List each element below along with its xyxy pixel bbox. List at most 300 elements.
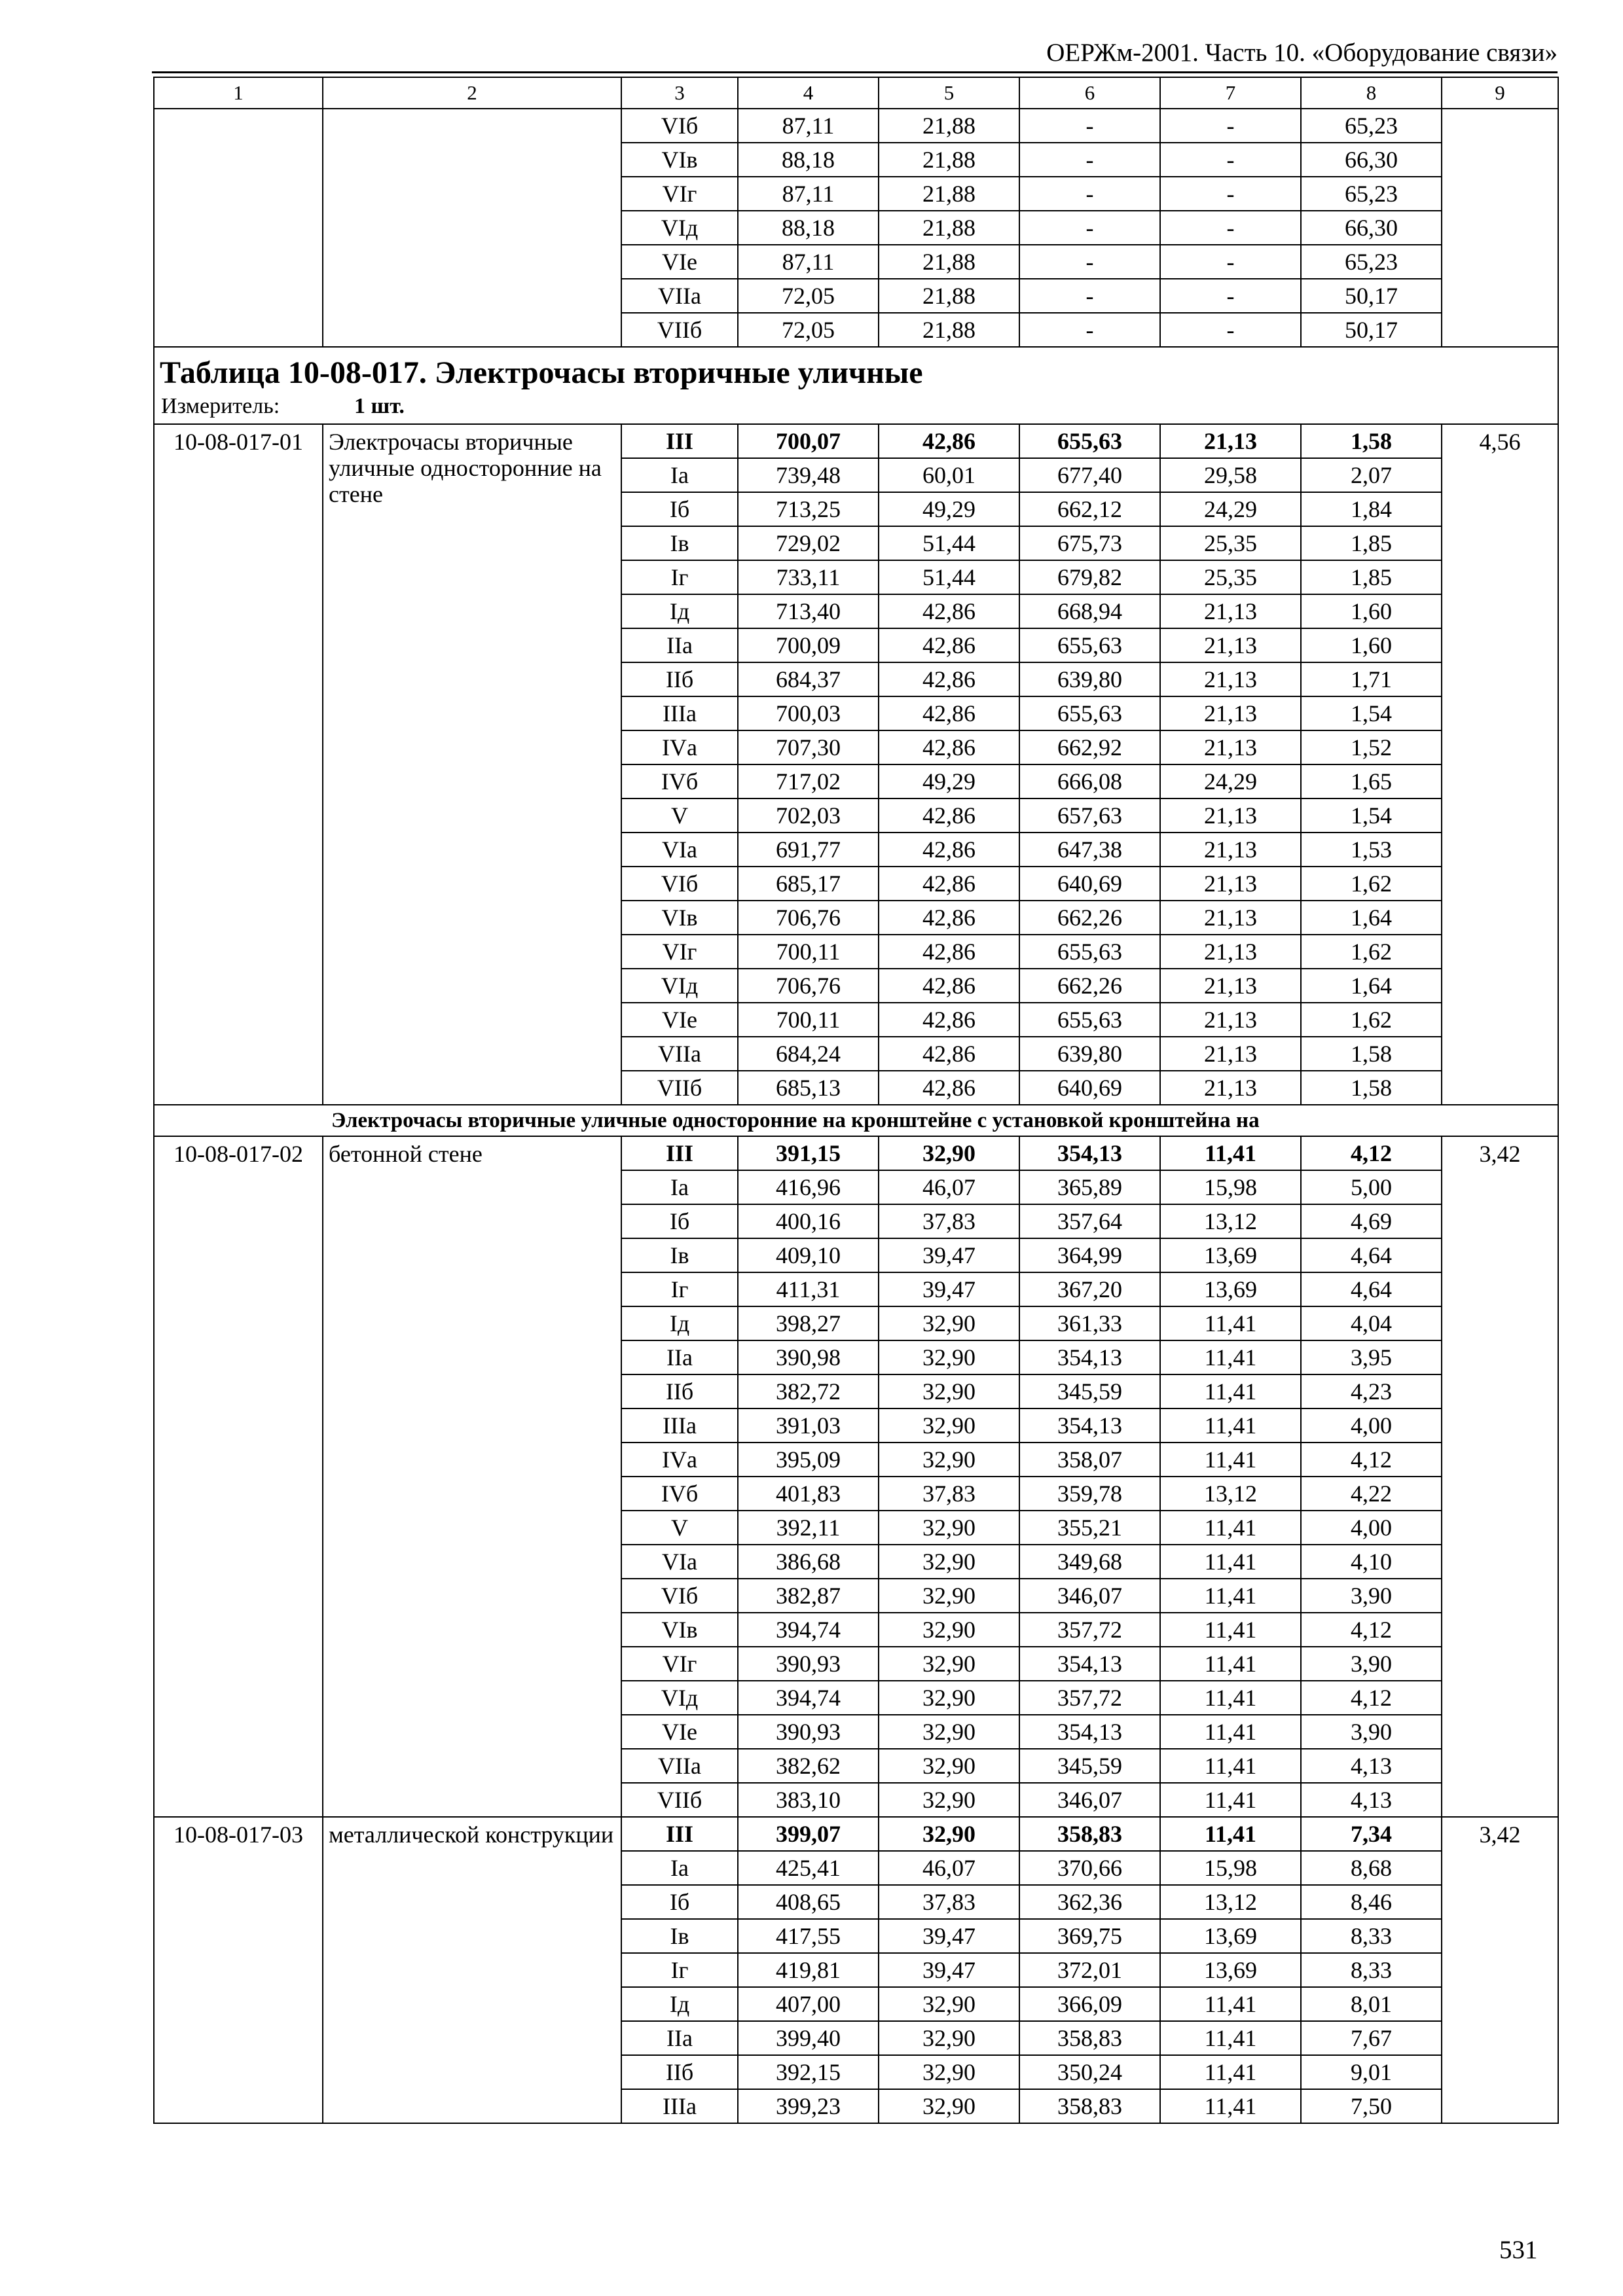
wages-cell: 32,90 xyxy=(879,1749,1019,1783)
materials-cell: 1,84 xyxy=(1301,492,1442,526)
machinist-wages-cell: 13,69 xyxy=(1160,1919,1301,1953)
total-cost-cell: 382,72 xyxy=(738,1374,879,1408)
wages-cell: 46,07 xyxy=(879,1851,1019,1885)
total-cost-cell: 87,11 xyxy=(738,245,879,279)
column-number: 4 xyxy=(738,77,879,109)
zone-cell: Iб xyxy=(621,1204,738,1238)
column-number: 6 xyxy=(1019,77,1160,109)
machinist-wages-cell: 11,41 xyxy=(1160,1613,1301,1647)
materials-cell: 1,62 xyxy=(1301,935,1442,969)
zone-cell: III xyxy=(621,424,738,458)
total-cost-cell: 72,05 xyxy=(738,313,879,347)
total-cost-cell: 383,10 xyxy=(738,1783,879,1817)
total-cost-cell: 411,31 xyxy=(738,1272,879,1306)
materials-cell: 1,64 xyxy=(1301,901,1442,935)
zone-cell: Iа xyxy=(621,1170,738,1204)
machinist-wages-cell: 29,58 xyxy=(1160,458,1301,492)
wages-cell: 37,83 xyxy=(879,1885,1019,1919)
zone-cell: VIд xyxy=(621,211,738,245)
machines-cell: 369,75 xyxy=(1019,1919,1160,1953)
wages-cell: 32,90 xyxy=(879,1545,1019,1579)
zone-cell: VIIб xyxy=(621,1783,738,1817)
running-header: ОЕРЖм-2001. Часть 10. «Оборудование связи» xyxy=(1046,39,1558,67)
total-cost-cell: 88,18 xyxy=(738,211,879,245)
zone-cell: VIе xyxy=(621,245,738,279)
machines-cell: 365,89 xyxy=(1019,1170,1160,1204)
machines-cell: 675,73 xyxy=(1019,526,1160,560)
total-cost-cell: 399,07 xyxy=(738,1817,879,1851)
wages-cell: 37,83 xyxy=(879,1204,1019,1238)
machines-cell: 354,13 xyxy=(1019,1647,1160,1681)
machinist-wages-cell: 11,41 xyxy=(1160,1715,1301,1749)
materials-cell: 4,13 xyxy=(1301,1783,1442,1817)
machines-cell: 657,63 xyxy=(1019,798,1160,833)
total-cost-cell: 392,15 xyxy=(738,2055,879,2089)
wages-cell: 39,47 xyxy=(879,1272,1019,1306)
zone-cell: Iг xyxy=(621,560,738,594)
wages-cell: 42,86 xyxy=(879,696,1019,730)
total-cost-cell: 700,07 xyxy=(738,424,879,458)
wages-cell: 39,47 xyxy=(879,1238,1019,1272)
machinist-wages-cell: 15,98 xyxy=(1160,1851,1301,1885)
machines-cell: 354,13 xyxy=(1019,1340,1160,1374)
total-cost-cell: 392,11 xyxy=(738,1511,879,1545)
materials-cell: 65,23 xyxy=(1301,177,1442,211)
total-cost-cell: 394,74 xyxy=(738,1613,879,1647)
total-cost-cell: 401,83 xyxy=(738,1477,879,1511)
machinist-wages-cell: 21,13 xyxy=(1160,901,1301,935)
page-number: 531 xyxy=(1499,2236,1538,2264)
machines-cell: 679,82 xyxy=(1019,560,1160,594)
machines-cell: 354,13 xyxy=(1019,1715,1160,1749)
total-cost-cell: 390,93 xyxy=(738,1715,879,1749)
total-cost-cell: 400,16 xyxy=(738,1204,879,1238)
machines-cell: 370,66 xyxy=(1019,1851,1160,1885)
materials-cell: 3,95 xyxy=(1301,1340,1442,1374)
materials-cell: 3,90 xyxy=(1301,1715,1442,1749)
wages-cell: 42,86 xyxy=(879,594,1019,628)
materials-cell: 4,23 xyxy=(1301,1374,1442,1408)
materials-cell: 3,90 xyxy=(1301,1579,1442,1613)
zone-cell: IIб xyxy=(621,1374,738,1408)
machinist-wages-cell: 11,41 xyxy=(1160,1374,1301,1408)
materials-cell: 1,54 xyxy=(1301,696,1442,730)
materials-cell: 1,58 xyxy=(1301,1037,1442,1071)
zone-cell: IVб xyxy=(621,764,738,798)
wages-cell: 32,90 xyxy=(879,1681,1019,1715)
total-cost-cell: 739,48 xyxy=(738,458,879,492)
machinist-wages-cell: 21,13 xyxy=(1160,798,1301,833)
wages-cell: 60,01 xyxy=(879,458,1019,492)
item-name-cell: металлической конструкции xyxy=(323,1817,621,2123)
machinist-wages-cell: 21,13 xyxy=(1160,1071,1301,1105)
zone-cell: III xyxy=(621,1136,738,1170)
machines-cell: 662,92 xyxy=(1019,730,1160,764)
total-cost-cell: 713,25 xyxy=(738,492,879,526)
wages-cell: 42,86 xyxy=(879,1003,1019,1037)
zone-cell: Iа xyxy=(621,1851,738,1885)
total-cost-cell: 685,13 xyxy=(738,1071,879,1105)
zone-cell: VIа xyxy=(621,1545,738,1579)
wages-cell: 42,86 xyxy=(879,1037,1019,1071)
total-cost-cell: 707,30 xyxy=(738,730,879,764)
wages-cell: 42,86 xyxy=(879,935,1019,969)
zone-cell: IVб xyxy=(621,1477,738,1511)
zone-cell: Iд xyxy=(621,594,738,628)
header-rule xyxy=(152,71,1558,73)
machinist-wages-cell: 21,13 xyxy=(1160,833,1301,867)
wages-cell: 39,47 xyxy=(879,1953,1019,1987)
machines-cell: 366,09 xyxy=(1019,1987,1160,2021)
wages-cell: 51,44 xyxy=(879,526,1019,560)
machines-cell: 357,64 xyxy=(1019,1204,1160,1238)
zone-cell: IIIа xyxy=(621,2089,738,2123)
table-title: Таблица 10-08-017. Электрочасы вторичные уличные xyxy=(160,355,923,390)
materials-cell: 50,17 xyxy=(1301,279,1442,313)
machinist-wages-cell: 11,41 xyxy=(1160,1306,1301,1340)
zone-cell: VIе xyxy=(621,1715,738,1749)
zone-cell: IIа xyxy=(621,628,738,662)
empty-name-cell xyxy=(323,109,621,347)
zone-cell: VIв xyxy=(621,901,738,935)
machinist-wages-cell: 11,41 xyxy=(1160,1987,1301,2021)
machinist-wages-cell: 11,41 xyxy=(1160,2055,1301,2089)
wages-cell: 21,88 xyxy=(879,143,1019,177)
total-cost-cell: 700,11 xyxy=(738,1003,879,1037)
materials-cell: 8,46 xyxy=(1301,1885,1442,1919)
wages-cell: 42,86 xyxy=(879,833,1019,867)
machines-cell: 639,80 xyxy=(1019,1037,1160,1071)
materials-cell: 1,58 xyxy=(1301,1071,1442,1105)
materials-cell: 4,12 xyxy=(1301,1443,1442,1477)
machinist-wages-cell: 11,41 xyxy=(1160,1545,1301,1579)
machines-cell: 655,63 xyxy=(1019,1003,1160,1037)
machinist-wages-cell: 21,13 xyxy=(1160,935,1301,969)
machines-cell: 662,12 xyxy=(1019,492,1160,526)
zone-cell: Iв xyxy=(621,1919,738,1953)
wages-cell: 42,86 xyxy=(879,969,1019,1003)
machinist-wages-cell: 21,13 xyxy=(1160,867,1301,901)
column-number-row xyxy=(154,77,1558,109)
materials-cell: 2,07 xyxy=(1301,458,1442,492)
total-cost-cell: 398,27 xyxy=(738,1306,879,1340)
machines-cell: 367,20 xyxy=(1019,1272,1160,1306)
materials-cell: 1,85 xyxy=(1301,560,1442,594)
table-title-cell xyxy=(154,347,1558,424)
column-number: 9 xyxy=(1442,77,1558,109)
zone-cell: Iв xyxy=(621,526,738,560)
total-cost-cell: 395,09 xyxy=(738,1443,879,1477)
wages-cell: 49,29 xyxy=(879,764,1019,798)
zone-cell: IVа xyxy=(621,1443,738,1477)
machinist-wages-cell: - xyxy=(1160,313,1301,347)
machines-cell: 358,83 xyxy=(1019,1817,1160,1851)
machines-cell: 639,80 xyxy=(1019,662,1160,696)
materials-cell: 65,23 xyxy=(1301,245,1442,279)
total-cost-cell: 419,81 xyxy=(738,1953,879,1987)
zone-cell: Iг xyxy=(621,1953,738,1987)
wages-cell: 32,90 xyxy=(879,1340,1019,1374)
wages-cell: 37,83 xyxy=(879,1477,1019,1511)
wages-cell: 42,86 xyxy=(879,798,1019,833)
unit-line xyxy=(160,392,1552,421)
total-cost-cell: 691,77 xyxy=(738,833,879,867)
wages-cell: 21,88 xyxy=(879,279,1019,313)
machines-cell: 640,69 xyxy=(1019,867,1160,901)
zone-cell: IIа xyxy=(621,2021,738,2055)
zone-cell: VIе xyxy=(621,1003,738,1037)
machinist-wages-cell: 11,41 xyxy=(1160,1579,1301,1613)
item-name-cell: Электрочасы вторичные уличные односторонние на стене xyxy=(323,424,621,1105)
machinist-wages-cell: 11,41 xyxy=(1160,2089,1301,2123)
zone-cell: VIа xyxy=(621,833,738,867)
zone-cell: VIб xyxy=(621,1579,738,1613)
table-row xyxy=(154,1817,1558,1851)
wages-cell: 21,88 xyxy=(879,109,1019,143)
total-cost-cell: 702,03 xyxy=(738,798,879,833)
unit-label: Измеритель: xyxy=(161,394,280,418)
item-name-cell: бетонной стене xyxy=(323,1136,621,1817)
materials-cell: 8,33 xyxy=(1301,1919,1442,1953)
materials-cell: 1,62 xyxy=(1301,1003,1442,1037)
table-title-row xyxy=(154,347,1558,424)
wages-cell: 39,47 xyxy=(879,1919,1019,1953)
total-cost-cell: 394,74 xyxy=(738,1681,879,1715)
total-cost-cell: 386,68 xyxy=(738,1545,879,1579)
column-number: 1 xyxy=(154,77,323,109)
machinist-wages-cell: 21,13 xyxy=(1160,594,1301,628)
machines-cell: 655,63 xyxy=(1019,935,1160,969)
materials-cell: 1,53 xyxy=(1301,833,1442,867)
machines-cell: 372,01 xyxy=(1019,1953,1160,1987)
total-cost-cell: 408,65 xyxy=(738,1885,879,1919)
zone-cell: VIг xyxy=(621,935,738,969)
machines-cell: 677,40 xyxy=(1019,458,1160,492)
wages-cell: 42,86 xyxy=(879,662,1019,696)
machines-cell: 655,63 xyxy=(1019,424,1160,458)
machines-cell: 364,99 xyxy=(1019,1238,1160,1272)
zone-cell: V xyxy=(621,798,738,833)
zone-cell: IIб xyxy=(621,662,738,696)
materials-cell: 1,52 xyxy=(1301,730,1442,764)
machinist-wages-cell: 13,69 xyxy=(1160,1953,1301,1987)
machines-cell: 359,78 xyxy=(1019,1477,1160,1511)
zone-cell: VIд xyxy=(621,1681,738,1715)
wages-cell: 21,88 xyxy=(879,177,1019,211)
zone-cell: IIа xyxy=(621,1340,738,1374)
materials-cell: 7,67 xyxy=(1301,2021,1442,2055)
wages-cell: 21,88 xyxy=(879,211,1019,245)
zone-cell: VIIб xyxy=(621,1071,738,1105)
subheading-row xyxy=(154,1105,1558,1136)
total-cost-cell: 425,41 xyxy=(738,1851,879,1885)
machines-cell: - xyxy=(1019,177,1160,211)
materials-cell: 1,60 xyxy=(1301,628,1442,662)
materials-cell: 4,12 xyxy=(1301,1136,1442,1170)
total-cost-cell: 729,02 xyxy=(738,526,879,560)
column-number: 3 xyxy=(621,77,738,109)
machinist-wages-cell: 11,41 xyxy=(1160,1443,1301,1477)
zone-cell: Iд xyxy=(621,1306,738,1340)
materials-cell: 1,71 xyxy=(1301,662,1442,696)
column-number: 2 xyxy=(323,77,621,109)
machines-cell: 350,24 xyxy=(1019,2055,1160,2089)
zone-cell: IIIа xyxy=(621,1408,738,1443)
machinist-wages-cell: 25,35 xyxy=(1160,560,1301,594)
wages-cell: 32,90 xyxy=(879,1817,1019,1851)
zone-cell: VIг xyxy=(621,1647,738,1681)
col9-cell: 3,42 xyxy=(1442,1817,1558,2123)
total-cost-cell: 684,37 xyxy=(738,662,879,696)
machines-cell: 668,94 xyxy=(1019,594,1160,628)
table-body xyxy=(154,77,1558,2123)
total-cost-cell: 399,40 xyxy=(738,2021,879,2055)
machinist-wages-cell: 11,41 xyxy=(1160,1136,1301,1170)
materials-cell: 4,00 xyxy=(1301,1408,1442,1443)
zone-cell: IVа xyxy=(621,730,738,764)
table-subheading: Электрочасы вторичные уличные односторонние на кронштейне с установкой кронштейна на xyxy=(154,1105,1558,1136)
total-cost-cell: 700,11 xyxy=(738,935,879,969)
wages-cell: 32,90 xyxy=(879,1443,1019,1477)
total-cost-cell: 87,11 xyxy=(738,109,879,143)
machinist-wages-cell: 24,29 xyxy=(1160,492,1301,526)
zone-cell: VIIб xyxy=(621,313,738,347)
machines-cell: 355,21 xyxy=(1019,1511,1160,1545)
zone-cell: VIIа xyxy=(621,1037,738,1071)
column-number: 7 xyxy=(1160,77,1301,109)
machines-cell: 346,07 xyxy=(1019,1579,1160,1613)
zone-cell: VIIа xyxy=(621,1749,738,1783)
materials-cell: 7,34 xyxy=(1301,1817,1442,1851)
wages-cell: 32,90 xyxy=(879,1579,1019,1613)
machinist-wages-cell: 13,12 xyxy=(1160,1477,1301,1511)
materials-cell: 4,13 xyxy=(1301,1749,1442,1783)
materials-cell: 66,30 xyxy=(1301,143,1442,177)
wages-cell: 32,90 xyxy=(879,1136,1019,1170)
machines-cell: - xyxy=(1019,313,1160,347)
machinist-wages-cell: - xyxy=(1160,279,1301,313)
col9-cell: 3,42 xyxy=(1442,1136,1558,1817)
machines-cell: 354,13 xyxy=(1019,1408,1160,1443)
total-cost-cell: 382,87 xyxy=(738,1579,879,1613)
machines-cell: 358,83 xyxy=(1019,2089,1160,2123)
wages-cell: 21,88 xyxy=(879,313,1019,347)
wages-cell: 32,90 xyxy=(879,2055,1019,2089)
machinist-wages-cell: 11,41 xyxy=(1160,2021,1301,2055)
machinist-wages-cell: - xyxy=(1160,177,1301,211)
machinist-wages-cell: 11,41 xyxy=(1160,1340,1301,1374)
machines-cell: 358,07 xyxy=(1019,1443,1160,1477)
total-cost-cell: 87,11 xyxy=(738,177,879,211)
materials-cell: 4,10 xyxy=(1301,1545,1442,1579)
machines-cell: 662,26 xyxy=(1019,901,1160,935)
materials-cell: 5,00 xyxy=(1301,1170,1442,1204)
machinist-wages-cell: 11,41 xyxy=(1160,1817,1301,1851)
machinist-wages-cell: 15,98 xyxy=(1160,1170,1301,1204)
machinist-wages-cell: 13,69 xyxy=(1160,1238,1301,1272)
machinist-wages-cell: - xyxy=(1160,143,1301,177)
wages-cell: 32,90 xyxy=(879,1647,1019,1681)
materials-cell: 66,30 xyxy=(1301,211,1442,245)
machinist-wages-cell: 11,41 xyxy=(1160,1681,1301,1715)
materials-cell: 7,50 xyxy=(1301,2089,1442,2123)
wages-cell: 42,86 xyxy=(879,628,1019,662)
materials-cell: 4,12 xyxy=(1301,1681,1442,1715)
zone-cell: Iг xyxy=(621,1272,738,1306)
zone-cell: IIIа xyxy=(621,696,738,730)
machinist-wages-cell: - xyxy=(1160,245,1301,279)
machines-cell: 354,13 xyxy=(1019,1136,1160,1170)
materials-cell: 3,90 xyxy=(1301,1647,1442,1681)
machinist-wages-cell: - xyxy=(1160,109,1301,143)
zone-cell: VIб xyxy=(621,867,738,901)
total-cost-cell: 700,09 xyxy=(738,628,879,662)
price-table xyxy=(153,77,1559,2124)
total-cost-cell: 417,55 xyxy=(738,1919,879,1953)
machines-cell: 666,08 xyxy=(1019,764,1160,798)
wages-cell: 42,86 xyxy=(879,424,1019,458)
machinist-wages-cell: 11,41 xyxy=(1160,1749,1301,1783)
machines-cell: 361,33 xyxy=(1019,1306,1160,1340)
machinist-wages-cell: 21,13 xyxy=(1160,969,1301,1003)
wages-cell: 32,90 xyxy=(879,1511,1019,1545)
zone-cell: VIIа xyxy=(621,279,738,313)
machines-cell: 655,63 xyxy=(1019,628,1160,662)
machinist-wages-cell: 13,69 xyxy=(1160,1272,1301,1306)
machines-cell: 362,36 xyxy=(1019,1885,1160,1919)
materials-cell: 4,64 xyxy=(1301,1238,1442,1272)
col9-cell: 4,56 xyxy=(1442,424,1558,1105)
machines-cell: - xyxy=(1019,245,1160,279)
total-cost-cell: 407,00 xyxy=(738,1987,879,2021)
materials-cell: 1,65 xyxy=(1301,764,1442,798)
total-cost-cell: 684,24 xyxy=(738,1037,879,1071)
materials-cell: 1,58 xyxy=(1301,424,1442,458)
machines-cell: - xyxy=(1019,143,1160,177)
machinist-wages-cell: 11,41 xyxy=(1160,1647,1301,1681)
wages-cell: 42,86 xyxy=(879,730,1019,764)
total-cost-cell: 72,05 xyxy=(738,279,879,313)
machines-cell: 358,83 xyxy=(1019,2021,1160,2055)
zone-cell: Iд xyxy=(621,1987,738,2021)
total-cost-cell: 706,76 xyxy=(738,901,879,935)
machinist-wages-cell: 11,41 xyxy=(1160,1408,1301,1443)
total-cost-cell: 382,62 xyxy=(738,1749,879,1783)
zone-cell: VIв xyxy=(621,143,738,177)
wages-cell: 42,86 xyxy=(879,1071,1019,1105)
wages-cell: 32,90 xyxy=(879,1306,1019,1340)
item-code-cell: 10-08-017-02 xyxy=(154,1136,323,1817)
total-cost-cell: 733,11 xyxy=(738,560,879,594)
materials-cell: 4,12 xyxy=(1301,1613,1442,1647)
wages-cell: 32,90 xyxy=(879,1987,1019,2021)
machinist-wages-cell: 24,29 xyxy=(1160,764,1301,798)
machinist-wages-cell: 11,41 xyxy=(1160,1783,1301,1817)
machinist-wages-cell: 21,13 xyxy=(1160,1037,1301,1071)
total-cost-cell: 390,98 xyxy=(738,1340,879,1374)
machines-cell: 346,07 xyxy=(1019,1783,1160,1817)
machinist-wages-cell: 25,35 xyxy=(1160,526,1301,560)
materials-cell: 9,01 xyxy=(1301,2055,1442,2089)
materials-cell: 4,64 xyxy=(1301,1272,1442,1306)
zone-cell: Iа xyxy=(621,458,738,492)
machinist-wages-cell: 21,13 xyxy=(1160,730,1301,764)
zone-cell: Iв xyxy=(621,1238,738,1272)
machines-cell: 349,68 xyxy=(1019,1545,1160,1579)
wages-cell: 32,90 xyxy=(879,1613,1019,1647)
wages-cell: 32,90 xyxy=(879,1783,1019,1817)
materials-cell: 65,23 xyxy=(1301,109,1442,143)
